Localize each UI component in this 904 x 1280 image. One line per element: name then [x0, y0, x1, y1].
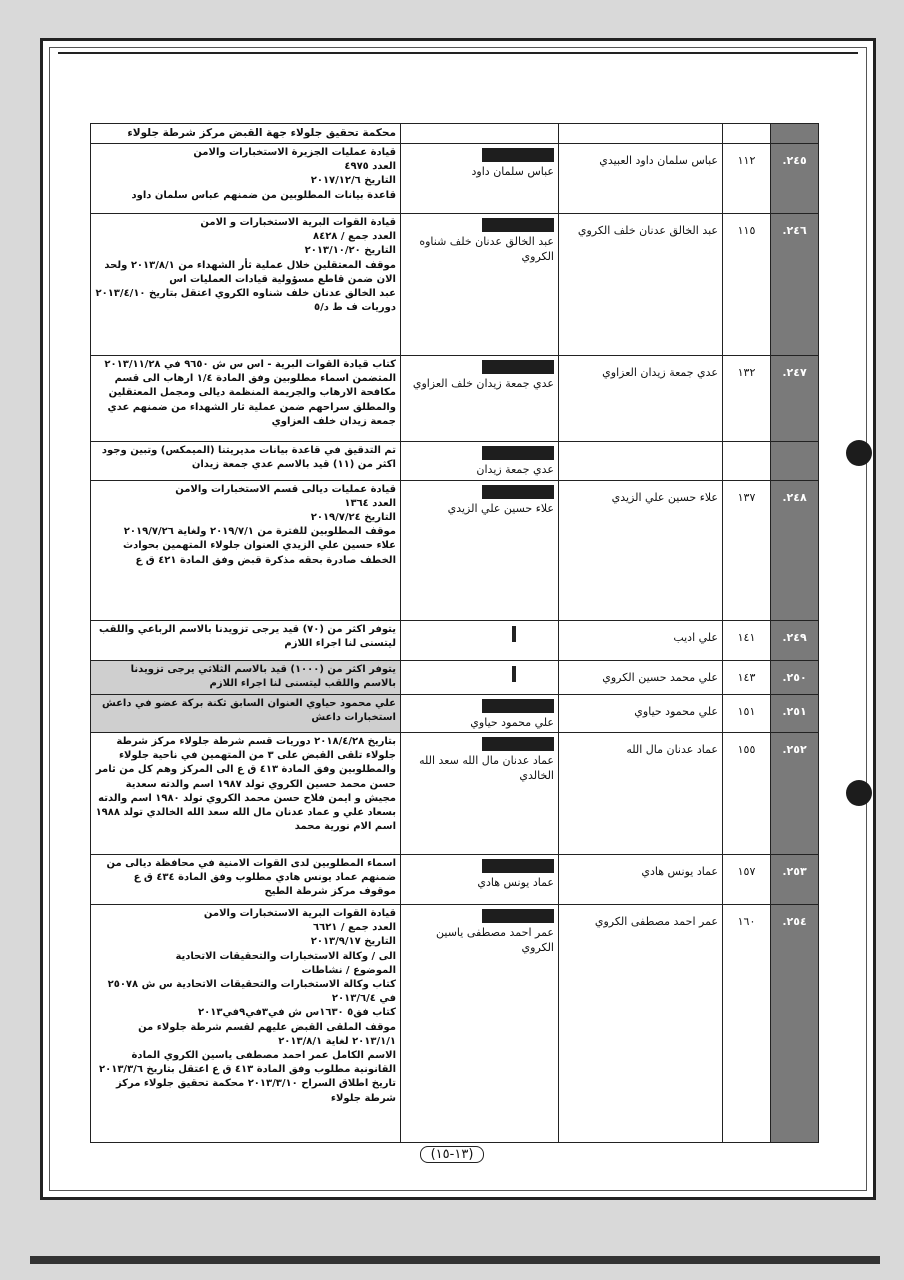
- row-alias-cell: [401, 442, 559, 481]
- row-alias-cell: [401, 214, 559, 356]
- row-alias-cell: [401, 694, 559, 733]
- punch-hole: [846, 780, 872, 806]
- row-notes: قيادة عمليات الجزيرة الاستخبارات والامن العدد ٤٩٧٥ التاريخ ٢٠١٧/١٢/٦ قاعدة بيانات المطلوبين من ضمنهم عباس سلمان داود: [91, 144, 401, 214]
- table-row: [91, 905, 819, 1143]
- row-notes: بتاريخ ٢٠١٨/٤/٢٨ دوريات قسم شرطة جلولاء مركز شرطة جلولاء تلقى القبض على ٣ من المتهمين في ناحية جلولاء والمطلوبين وفق المادة ٤١٣ ق ع الى المركز وهم كل من ثامر حسن محمد حسين الكروي تولد ١٩٨٧ اسم والدته سعدية مجيش و ايمن فلاح حسن محمد الكروي تولد ١٩٨٠ اسم والدته بسعاد علي و عماد عدنان مال الله سعد الله الخالدي تولد ١٩٨٨ اسم الام نورية محمد: [91, 733, 401, 855]
- records-table: [90, 123, 819, 1143]
- row-alias: عماد عدنان مال الله سعد الله الخالدي: [419, 754, 554, 782]
- row-id-number: ١٥٥: [723, 733, 771, 855]
- row-person-name: عمر احمد مصطفى الكروي: [559, 905, 723, 1143]
- row-alias: عمر احمد مصطفى ياسين الكروي: [436, 926, 554, 954]
- table-row: [91, 480, 819, 620]
- row-alias: عماد يونس هادي: [477, 876, 554, 889]
- row-alias: علاء حسين علي الزيدي: [447, 501, 554, 515]
- table-row: [91, 620, 819, 660]
- punch-hole: [846, 440, 872, 466]
- table-row: [91, 442, 819, 481]
- redaction-block: [482, 737, 554, 751]
- top-rule: [58, 52, 858, 54]
- row-notes: اسماء المطلوبين لدى القوات الامنية في محافظة ديالى من ضمنهم عماد يونس هادي مطلوب وفق المادة ٤٣٤ ق ع موقوف مركز شرطة الطيح: [91, 855, 401, 905]
- row-person-name: علي محمد حسين الكروي: [559, 660, 723, 694]
- row-person-name: عبد الخالق عدنان خلف الكروي: [559, 214, 723, 356]
- row-notes: يتوفر اكثر من (١٠٠٠) قيد بالاسم الثلاثي يرجى تزويدنا بالاسم واللقب ليتسنى لنا اجراء اللازم: [91, 660, 401, 694]
- row-alias: عدي جمعة زيدان خلف العزاوي: [412, 377, 554, 390]
- row-seq-number: ٢٤٧.: [771, 356, 819, 442]
- header-cell-alias: [401, 124, 559, 144]
- row-seq-number: ٢٥٢.: [771, 733, 819, 855]
- redaction-block: [482, 909, 554, 923]
- row-person-name: عماد يونس هادي: [559, 855, 723, 905]
- row-alias-cell: [401, 905, 559, 1143]
- row-seq-number: ٢٤٩.: [771, 620, 819, 660]
- page-number: [0, 1146, 904, 1163]
- row-notes: تم التدقيق في قاعدة بيانات مديريتنا (الميمكس) وتبين وجود اكثر من (١١) قيد بالاسم عدي جمعة زيدان: [91, 442, 401, 481]
- header-cell-num: [723, 124, 771, 144]
- row-alias-cell: [401, 660, 559, 694]
- redaction-block: [482, 360, 554, 374]
- row-alias-cell: [401, 855, 559, 905]
- row-person-name: عباس سلمان داود العبيدي: [559, 144, 723, 214]
- row-alias-cell: [401, 356, 559, 442]
- court-title: محكمة تحقيق جلولاء جهة القبض مركز شرطة جلولاء: [91, 124, 401, 144]
- header-cell-name: [559, 124, 723, 144]
- row-alias: عدي جمعة زيدان: [476, 463, 554, 476]
- redaction-block: [482, 859, 554, 873]
- row-id-number: ١٣٧: [723, 480, 771, 620]
- row-seq-number: [771, 442, 819, 481]
- row-seq-number: ٢٤٦.: [771, 214, 819, 356]
- row-id-number: ١٦٠: [723, 905, 771, 1143]
- row-id-number: ١٤١: [723, 620, 771, 660]
- row-seq-number: ٢٥٠.: [771, 660, 819, 694]
- row-notes: قيادة القوات البرية الاستخبارات والامن العدد جمع / ٦٦٢١ التاريخ ٢٠١٣/٩/١٧ الى / وكالة الاستخبارات والتحقيقات الاتحادية الموضوع / نشاطات كتاب وكالة الاستخبارات والتحقيقات الاتحادية س ش ٢٥٠٧٨ في ٢٠١٣/٦/٤ كتاب فق٥ ١٦٣٠س ش في٣في٩في٢٠١٣ موقف الملقى القبض عليهم لقسم شرطة جلولاء من ٢٠١٣/١/١ لغاية ٢٠١٣/٨/١ الاسم الكامل عمر احمد مصطفى ياسين الكروي المادة القانونية مطلوب وفق المادة ٤١٣ ق ع اعتقل بتاريخ ٢٠١٣/٣/٦ تاريخ اطلاق السراح ٢٠١٣/٣/١٠ محكمة تحقيق جلولاء مركز شرطة جلولاء: [91, 905, 401, 1143]
- row-seq-number: ٢٤٥.: [771, 144, 819, 214]
- row-alias-cell: [401, 620, 559, 660]
- mark-bar: [512, 626, 516, 642]
- header-cell-seq: [771, 124, 819, 144]
- row-seq-number: ٢٥١.: [771, 694, 819, 733]
- redaction-block: [482, 218, 554, 232]
- redaction-block: [482, 446, 554, 460]
- row-seq-number: ٢٥٤.: [771, 905, 819, 1143]
- row-notes: قيادة القوات البرية الاستخبارات و الامن العدد جمع / ٨٤٢٨ التاريخ ٢٠١٣/١٠/٢٠ موقف المعتقلين خلال عملية ثأر الشهداء من ٢٠١٣/٨/١ ولحد الان ضمن قاطع مسؤولية قيادات العمليات اس عبد الخالق عدنان خلف شناوه الكروي اعتقل بتاريخ ٢٠١٣/٤/١٠ دوريات ف ط د/٥: [91, 214, 401, 356]
- table-row: [91, 660, 819, 694]
- table-row: [91, 694, 819, 733]
- mark-bar: [512, 666, 516, 682]
- row-person-name: عدي جمعة زيدان العزاوي: [559, 356, 723, 442]
- row-id-number: ١٥٧: [723, 855, 771, 905]
- row-alias: عباس سلمان داود: [471, 165, 554, 178]
- row-alias: عبد الخالق عدنان خلف شناوه الكروي: [419, 235, 554, 263]
- row-id-number: ١٥١: [723, 694, 771, 733]
- row-notes: علي محمود حياوي العنوان السابق ثكنة بركة عضو في داعش استخبارات داعش: [91, 694, 401, 733]
- row-person-name: علاء حسين علي الزيدي: [559, 480, 723, 620]
- bottom-rule: [30, 1256, 880, 1264]
- table-row: [91, 356, 819, 442]
- row-id-number: ١١٢: [723, 144, 771, 214]
- table-row: [91, 855, 819, 905]
- table-row: [91, 214, 819, 356]
- table-row: [91, 733, 819, 855]
- redaction-block: [482, 485, 554, 499]
- row-id-number: ١٤٣: [723, 660, 771, 694]
- row-person-name: علي محمود حياوي: [559, 694, 723, 733]
- row-alias-cell: [401, 144, 559, 214]
- redaction-block: [482, 148, 554, 162]
- row-person-name: علي اديب: [559, 620, 723, 660]
- row-id-number: [723, 442, 771, 481]
- row-alias: علي محمود حياوي: [470, 715, 554, 729]
- row-person-name: عماد عدنان مال الله: [559, 733, 723, 855]
- redaction-block: [482, 699, 554, 713]
- page-number-label: (١٣-١٥): [420, 1146, 485, 1163]
- row-id-number: ١٣٢: [723, 356, 771, 442]
- row-seq-number: ٢٤٨.: [771, 480, 819, 620]
- row-notes: كتاب قيادة القوات البرية - اس س ش ٩٦٥٠ في ٢٠١٣/١١/٢٨ المتضمن اسماء مطلوبين وفق المادة ١/٤ ارهاب الى قسم مكافحة الارهاب والجريمة المنظمة ديالى ومجمل المعتقلين والمطلق سراحهم ضمن عملية ثار الشهداء من ضمنهم عدي جمعة زيدان خلف العزاوي: [91, 356, 401, 442]
- row-person-name: [559, 442, 723, 481]
- row-seq-number: ٢٥٣.: [771, 855, 819, 905]
- row-id-number: ١١٥: [723, 214, 771, 356]
- header-row: [91, 124, 819, 144]
- table-row: [91, 144, 819, 214]
- row-notes: قيادة عمليات ديالى قسم الاستخبارات والامن العدد ١٣٦٤ التاريخ ٢٠١٩/٧/٢٤ موقف المطلوبين للفترة من ٢٠١٩/٧/١ ولغاية ٢٠١٩/٧/٢٦ علاء حسين علي الزيدي العنوان جلولاء المتهمين بحوادث الخطف صادرة بحقه مذكرة قبض وفق المادة ٤٢١ ق ع: [91, 480, 401, 620]
- row-alias-cell: [401, 480, 559, 620]
- row-alias-cell: [401, 733, 559, 855]
- row-notes: يتوفر اكثر من (٧٠) قيد يرجى تزويدنا بالاسم الرباعي واللقب ليتسنى لنا اجراء اللازم: [91, 620, 401, 660]
